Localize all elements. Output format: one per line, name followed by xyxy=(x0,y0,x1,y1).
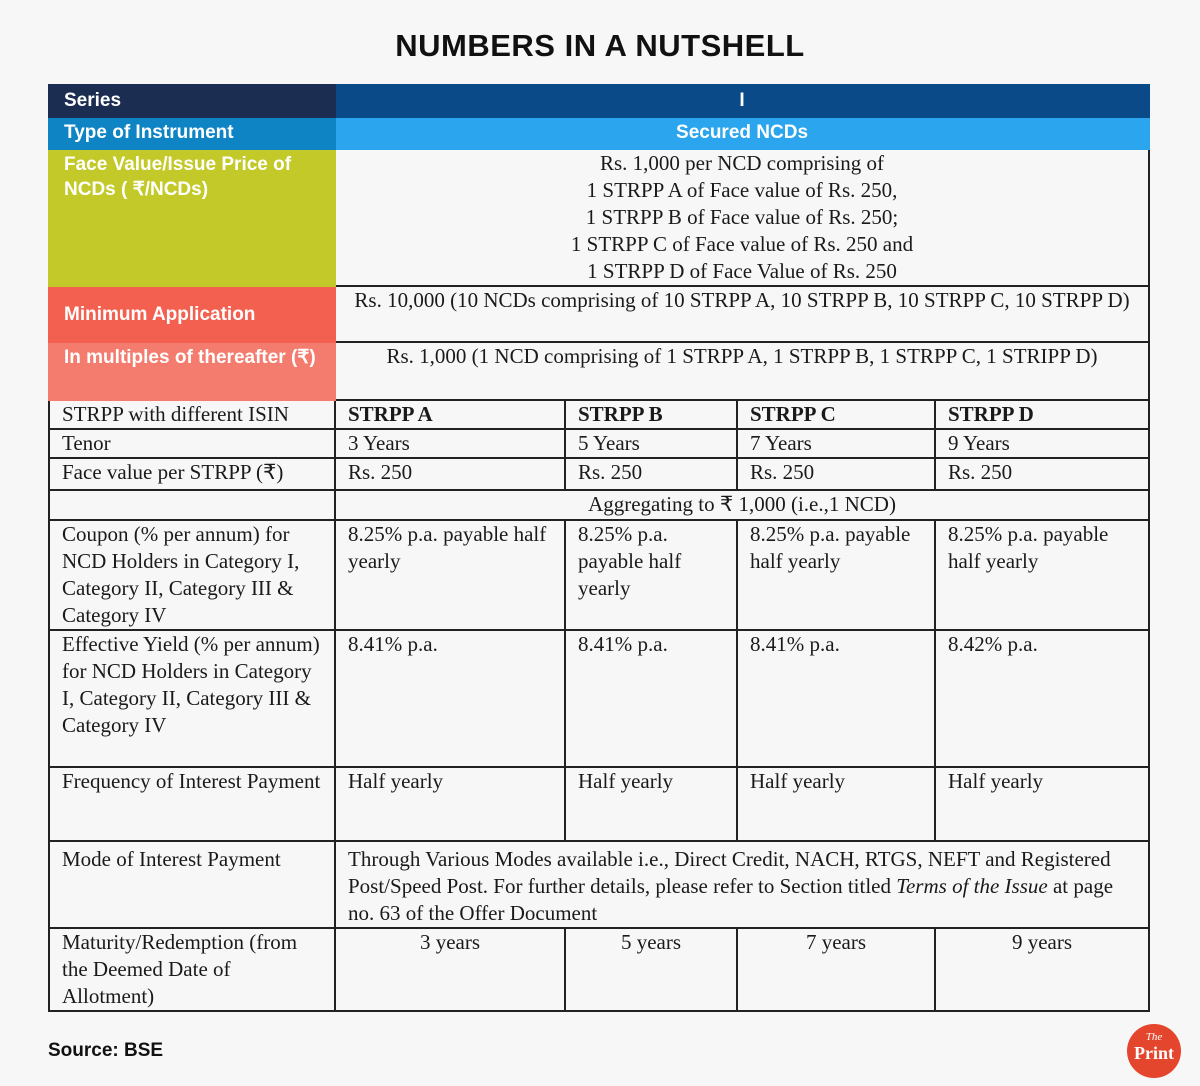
series-row xyxy=(49,85,1149,117)
type-row xyxy=(49,117,1149,149)
effective-yield-row xyxy=(49,630,1149,767)
face-per-strpp-a: Rs. 250 xyxy=(335,458,565,490)
coupon-row xyxy=(49,520,1149,630)
isin-strpp-c: STRPP C xyxy=(737,400,935,429)
page-title: NUMBERS IN A NUTSHELL xyxy=(395,28,805,63)
isin-row xyxy=(49,400,1149,429)
tenor-label: Tenor xyxy=(49,429,335,458)
face-value-line: 1 STRPP B of Face value of Rs. 250; xyxy=(585,205,899,229)
logo-bottom-text: Print xyxy=(1134,1043,1174,1063)
series-label: Series xyxy=(49,85,335,117)
tenor-c: 7 Years xyxy=(737,429,935,458)
frequency-d: Half yearly xyxy=(935,767,1149,841)
isin-strpp-a: STRPP A xyxy=(335,400,565,429)
theprint-logo xyxy=(1127,1024,1181,1078)
type-value: Secured NCDs xyxy=(335,117,1149,149)
minimum-application-label: Minimum Application xyxy=(49,286,335,342)
ncd-details-table xyxy=(48,84,1150,1012)
mode-tail: at page no. 63 of the Offer Document xyxy=(348,874,1114,925)
aggregating-value: Aggregating to ₹ 1,000 (i.e.,1 NCD) xyxy=(335,490,1149,520)
coupon-c: 8.25% p.a. payable half yearly xyxy=(737,520,935,630)
type-label: Type of Instrument xyxy=(49,117,335,149)
face-value-line: 1 STRPP D of Face Value of Rs. 250 xyxy=(587,259,897,283)
isin-strpp-d: STRPP D xyxy=(935,400,1149,429)
coupon-d: 8.25% p.a. payable half yearly xyxy=(935,520,1149,630)
multiples-row xyxy=(49,342,1149,400)
face-value-value xyxy=(335,149,1149,286)
isin-label: STRPP with different ISIN xyxy=(49,400,335,429)
maturity-label: Maturity/Redemption (from the Deemed Date of Allotment) xyxy=(49,928,335,1011)
face-per-strpp-d: Rs. 250 xyxy=(935,458,1149,490)
tenor-b: 5 Years xyxy=(565,429,737,458)
multiples-label: In multiples of thereafter (₹) xyxy=(49,342,335,400)
coupon-b: 8.25% p.a. payable half yearly xyxy=(565,520,737,630)
mode-value xyxy=(335,841,1149,928)
frequency-b: Half yearly xyxy=(565,767,737,841)
frequency-row xyxy=(49,767,1149,841)
effective-yield-d: 8.42% p.a. xyxy=(935,630,1149,767)
effective-yield-c: 8.41% p.a. xyxy=(737,630,935,767)
maturity-c: 7 years xyxy=(737,928,935,1011)
tenor-row xyxy=(49,429,1149,458)
aggregating-row xyxy=(49,490,1149,520)
logo-top-text: The xyxy=(1145,1031,1163,1043)
mode-section-title: Terms of the Issue xyxy=(896,874,1048,898)
face-value-label: Face Value/Issue Price of NCDs ( ₹/NCDs) xyxy=(49,149,335,286)
mode-text: Through Various Modes available i.e., Direct Credit, NACH, RTGS, NEFT and Registered Post/Speed Post. For further details, please refer to Section titled xyxy=(348,847,1111,898)
face-per-strpp-b: Rs. 250 xyxy=(565,458,737,490)
effective-yield-b: 8.41% p.a. xyxy=(565,630,737,767)
face-per-strpp-row xyxy=(49,458,1149,490)
mode-label: Mode of Interest Payment xyxy=(49,841,335,928)
frequency-label: Frequency of Interest Payment xyxy=(49,767,335,841)
frequency-c: Half yearly xyxy=(737,767,935,841)
minimum-application-value: Rs. 10,000 (10 NCDs comprising of 10 STRPP A, 10 STRPP B, 10 STRPP C, 10 STRPP D) xyxy=(335,286,1149,342)
series-value: I xyxy=(335,85,1149,117)
maturity-d: 9 years xyxy=(935,928,1149,1011)
tenor-d: 9 Years xyxy=(935,429,1149,458)
face-per-strpp-c: Rs. 250 xyxy=(737,458,935,490)
maturity-b: 5 years xyxy=(565,928,737,1011)
minimum-application-row xyxy=(49,286,1149,342)
effective-yield-label: Effective Yield (% per annum) for NCD Holders in Category I, Category II, Category III & Category IV xyxy=(49,630,335,767)
maturity-a: 3 years xyxy=(335,928,565,1011)
tenor-a: 3 Years xyxy=(335,429,565,458)
isin-strpp-b: STRPP B xyxy=(565,400,737,429)
aggregating-empty-label xyxy=(49,490,335,520)
face-value-line: Rs. 1,000 per NCD comprising of xyxy=(599,151,885,175)
coupon-a: 8.25% p.a. payable half yearly xyxy=(335,520,565,630)
face-value-row xyxy=(49,149,1149,286)
face-value-line: 1 STRPP C of Face value of Rs. 250 and xyxy=(570,232,914,256)
frequency-a: Half yearly xyxy=(335,767,565,841)
coupon-label: Coupon (% per annum) for NCD Holders in Category I, Category II, Category III & Category IV xyxy=(49,520,335,630)
multiples-value: Rs. 1,000 (1 NCD comprising of 1 STRPP A, 1 STRPP B, 1 STRPP C, 1 STRIPP D) xyxy=(335,342,1149,400)
mode-row xyxy=(49,841,1149,928)
source-note: Source: BSE xyxy=(48,1040,164,1061)
face-per-strpp-label: Face value per STRPP (₹) xyxy=(49,458,335,490)
effective-yield-a: 8.41% p.a. xyxy=(335,630,565,767)
face-value-line: 1 STRPP A of Face value of Rs. 250, xyxy=(586,178,898,202)
maturity-row xyxy=(49,928,1149,1011)
